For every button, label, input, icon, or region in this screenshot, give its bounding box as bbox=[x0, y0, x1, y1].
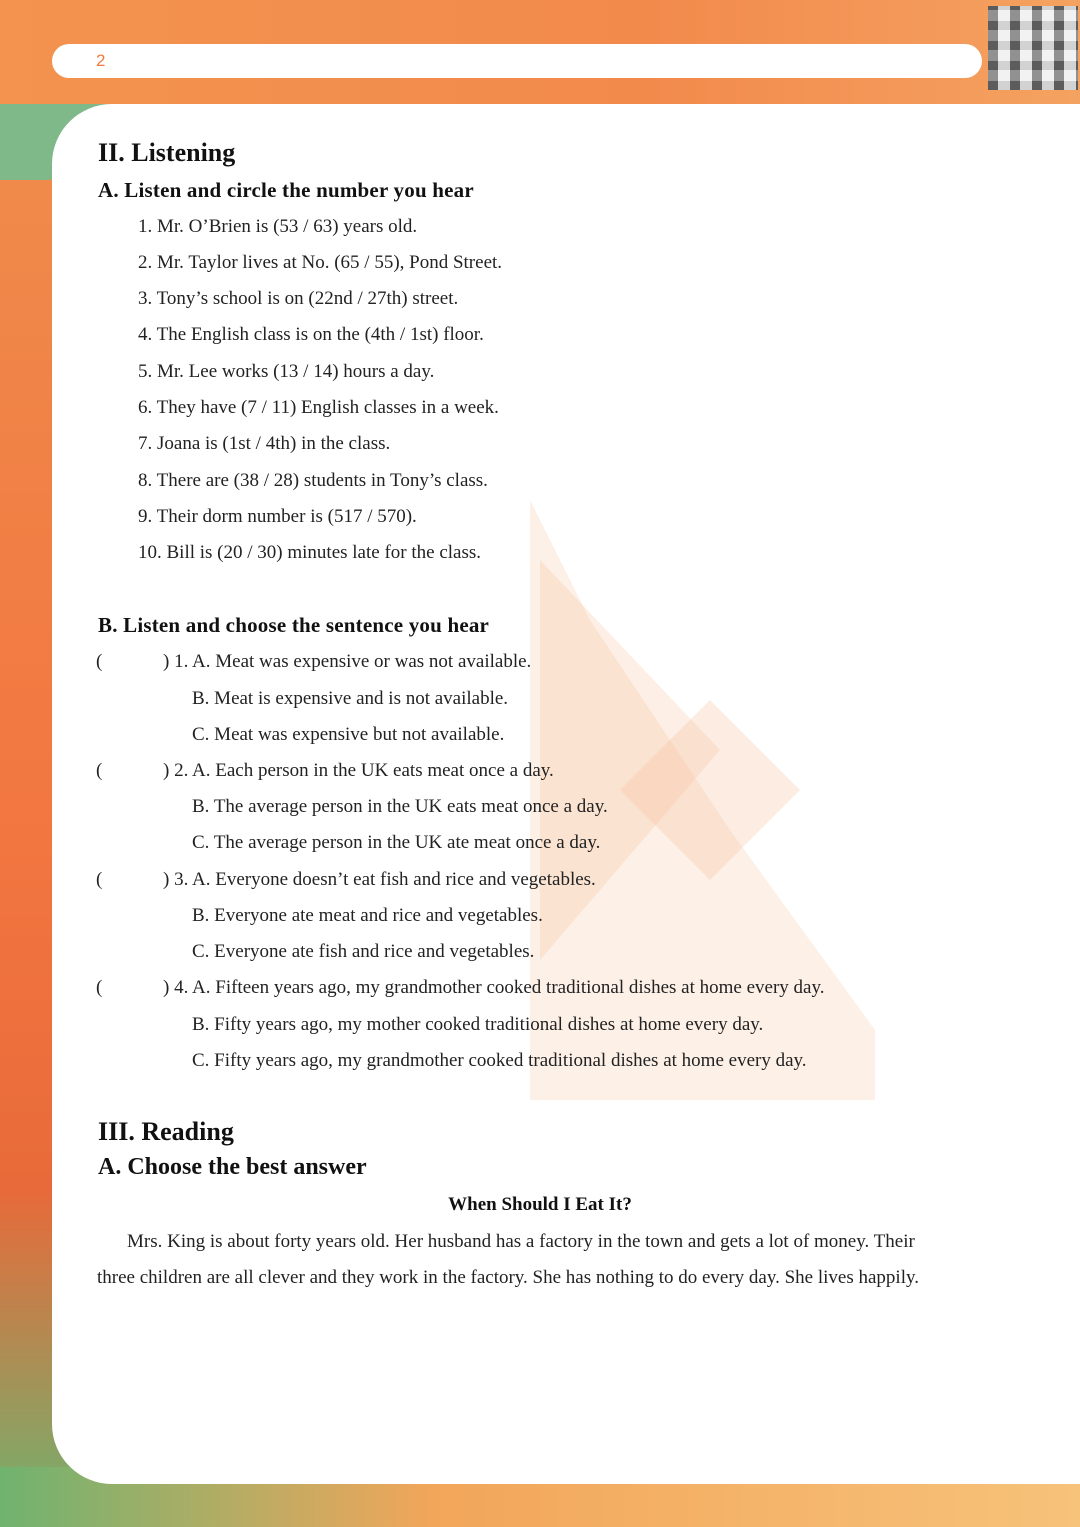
listening-part-a-heading: A. Listen and circle the number you hear bbox=[98, 178, 474, 202]
list-item: 1. Mr. O’Brien is (53 / 63) years old. bbox=[138, 216, 418, 237]
list-item: 5. Mr. Lee works (13 / 14) hours a day. bbox=[138, 361, 435, 382]
question-option-c: C. Everyone ate fish and rice and vegetables. bbox=[192, 941, 535, 962]
list-item: 8. There are (38 / 28) students in Tony’s class. bbox=[138, 470, 488, 491]
page-number: 2 bbox=[96, 51, 106, 70]
question-option-c: C. Meat was expensive but not available. bbox=[192, 724, 505, 745]
question-option-b: B. Fifty years ago, my mother cooked traditional dishes at home every day. bbox=[192, 1014, 764, 1035]
reading-part-a-heading: A. Choose the best answer bbox=[98, 1154, 367, 1180]
passage-title: When Should I Eat It? bbox=[448, 1194, 632, 1215]
answer-blank-open: ( bbox=[96, 651, 103, 672]
question-option-a: ) 1. A. Meat was expensive or was not available. bbox=[163, 651, 532, 672]
section-heading-reading: III. Reading bbox=[98, 1117, 234, 1146]
list-item: 10. Bill is (20 / 30) minutes late for the class. bbox=[138, 542, 482, 563]
listening-part-b-heading: B. Listen and choose the sentence you hear bbox=[98, 613, 490, 637]
list-item: 9. Their dorm number is (517 / 570). bbox=[138, 506, 417, 527]
section-heading-listening: II. Listening bbox=[98, 138, 236, 167]
passage-line: Mrs. King is about forty years old. Her husband has a factory in the town and gets a lot of money. Their bbox=[127, 1231, 915, 1252]
passage-line: three children are all clever and they work in the factory. She has nothing to do every day. She lives happily. bbox=[97, 1267, 920, 1288]
list-item: 3. Tony’s school is on (22nd / 27th) street. bbox=[138, 288, 459, 309]
question-option-c: C. The average person in the UK ate meat once a day. bbox=[192, 832, 601, 853]
question-option-b: B. Meat is expensive and is not available. bbox=[192, 688, 509, 709]
answer-blank-open: ( bbox=[96, 760, 103, 781]
answer-blank-open: ( bbox=[96, 977, 103, 998]
question-option-b: B. The average person in the UK eats meat once a day. bbox=[192, 796, 608, 817]
list-item: 7. Joana is (1st / 4th) in the class. bbox=[138, 433, 391, 454]
list-item: 4. The English class is on the (4th / 1st) floor. bbox=[138, 324, 484, 345]
list-item: 6. They have (7 / 11) English classes in a week. bbox=[138, 397, 499, 418]
question-option-a: ) 3. A. Everyone doesn’t eat fish and rice and vegetables. bbox=[163, 869, 596, 890]
question-option-a: ) 4. A. Fifteen years ago, my grandmother cooked traditional dishes at home every day. bbox=[163, 977, 825, 998]
question-option-c: C. Fifty years ago, my grandmother cooked traditional dishes at home every day. bbox=[192, 1050, 807, 1071]
question-option-a: ) 2. A. Each person in the UK eats meat once a day. bbox=[163, 760, 554, 781]
answer-blank-open: ( bbox=[96, 869, 103, 890]
question-option-b: B. Everyone ate meat and rice and vegetables. bbox=[192, 905, 543, 926]
list-item: 2. Mr. Taylor lives at No. (65 / 55), Pond Street. bbox=[138, 252, 503, 273]
